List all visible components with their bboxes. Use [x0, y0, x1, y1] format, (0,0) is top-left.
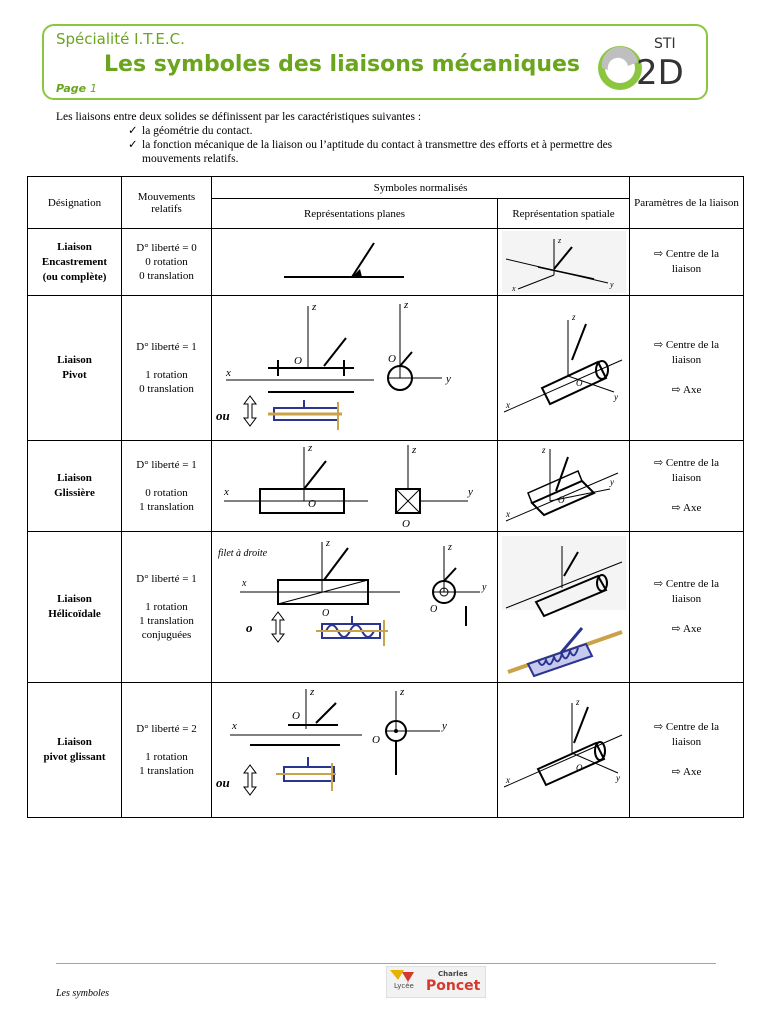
- designation-cell: Liaison Encastrement (ou complète): [28, 229, 122, 296]
- svg-text:x: x: [506, 775, 510, 785]
- svg-text:z: z: [412, 444, 417, 456]
- logo-2d-text: 2D: [636, 53, 684, 93]
- filet-label: filet à droite: [218, 548, 268, 559]
- logo-sti-text: STI: [654, 36, 676, 52]
- symbole-spatial-encastrement: [498, 229, 630, 296]
- designation-cell: Liaison Glissière: [28, 441, 122, 532]
- check-icon: ✓: [128, 139, 138, 151]
- intro-line: Les liaisons entre deux solides se définissent par les caractéristiques suivantes :: [56, 111, 422, 123]
- svg-text:z: z: [572, 312, 576, 322]
- table-row-helicoidale: [28, 532, 744, 683]
- svg-text:Lycée: Lycée: [394, 982, 414, 990]
- symbole-plan-glissiere: [212, 441, 498, 532]
- svg-text:O: O: [430, 604, 438, 615]
- svg-text:y: y: [616, 773, 620, 783]
- mouvements-cell: D° liberté = 1 0 rotation 1 translation: [122, 441, 212, 532]
- svg-text:z: z: [576, 697, 580, 707]
- designation-cell: Liaison Pivot: [28, 296, 122, 441]
- svg-text:O: O: [372, 734, 380, 746]
- svg-text:O: O: [308, 498, 316, 510]
- footer-text: Les symboles: [56, 988, 110, 999]
- svg-text:Charles: Charles: [438, 970, 468, 978]
- svg-text:x: x: [224, 486, 229, 498]
- header-symboles: Symboles normalisés: [212, 177, 630, 199]
- svg-text:ou: ou: [216, 775, 230, 790]
- svg-text:y: y: [610, 477, 614, 487]
- footer-divider: [56, 963, 716, 964]
- lycee-charles-poncet-logo: [386, 966, 486, 998]
- svg-text:O: O: [322, 608, 330, 619]
- svg-text:O: O: [388, 353, 396, 365]
- mouvements-cell: D° liberté = 1 1 rotation 0 translation: [122, 296, 212, 441]
- parametres-cell: ⇨ Centre de la liaison ⇨ Axe: [630, 296, 744, 441]
- sti2d-logo: [594, 28, 704, 96]
- svg-text:x: x: [242, 578, 247, 589]
- symbole-plan-pivot: [212, 296, 498, 441]
- svg-text:z: z: [400, 686, 405, 698]
- svg-text:O: O: [558, 495, 565, 505]
- svg-text:O: O: [402, 518, 410, 530]
- svg-text:O: O: [294, 355, 302, 367]
- bullet-fonction: ✓ la fonction mécanique de la liaison ou l’aptitude du contact à transmettre des efforts et à permettre des: [128, 139, 613, 151]
- symbole-spatial-glissiere: [498, 441, 630, 532]
- svg-text:y: y: [442, 720, 447, 732]
- svg-text:x: x: [506, 509, 510, 519]
- svg-text:z: z: [312, 301, 317, 313]
- svg-text:O: O: [292, 710, 300, 722]
- bullet-fonction-cont: mouvements relatifs.: [142, 153, 239, 165]
- svg-text:y: y: [610, 280, 614, 289]
- header-spatiale: Représentation spatiale: [498, 199, 630, 229]
- svg-text:z: z: [326, 538, 330, 549]
- table-row-pivot-glissant: [28, 683, 744, 818]
- symbole-spatial-helicoidale: [498, 532, 630, 683]
- mouvements-cell: D° liberté = 0 0 rotation 0 translation: [122, 229, 212, 296]
- svg-text:Poncet: Poncet: [426, 978, 481, 994]
- designation-cell: Liaison Hélicoïdale: [28, 532, 122, 683]
- specialite-label: Spécialité I.T.E.C.: [56, 30, 185, 48]
- symbole-plan-pivot-glissant: [212, 683, 498, 818]
- designation-cell: Liaison pivot glissant: [28, 683, 122, 818]
- parametres-cell: ⇨ Centre de la liaison: [630, 229, 744, 296]
- svg-text:z: z: [308, 442, 313, 454]
- svg-text:o: o: [246, 620, 253, 635]
- svg-text:x: x: [512, 284, 516, 293]
- table-row-encastrement: [28, 229, 744, 296]
- svg-text:y: y: [446, 373, 451, 385]
- table-row-pivot: [28, 296, 744, 441]
- intro-text: [56, 110, 716, 166]
- svg-text:z: z: [542, 445, 546, 455]
- mouvements-cell: D° liberté = 1 1 rotation 1 translation conjuguées: [122, 532, 212, 683]
- page-title: Les symboles des liaisons mécaniques: [104, 52, 581, 77]
- header-mouvements: Mouvements relatifs: [122, 177, 212, 229]
- svg-text:z: z: [404, 299, 409, 311]
- symbole-plan-helicoidale: [212, 532, 498, 683]
- table-row-glissiere: [28, 441, 744, 532]
- svg-text:z: z: [558, 236, 562, 245]
- parametres-cell: ⇨ Centre de la liaison ⇨ Axe: [630, 532, 744, 683]
- symbole-spatial-pivot: [498, 296, 630, 441]
- svg-text:x: x: [232, 720, 237, 732]
- svg-text:z: z: [310, 686, 315, 698]
- symbole-plan-encastrement: [212, 229, 498, 296]
- check-icon: ✓: [128, 125, 138, 137]
- mouvements-cell: D° liberté = 2 1 rotation 1 translation: [122, 683, 212, 818]
- page-number: Page 1: [56, 82, 97, 95]
- header-parametres: Paramètres de la liaison: [630, 177, 744, 229]
- svg-text:y: y: [468, 486, 473, 498]
- svg-text:O: O: [576, 378, 583, 388]
- parametres-cell: ⇨ Centre de la liaison ⇨ Axe: [630, 441, 744, 532]
- symbole-spatial-pivot-glissant: [498, 683, 630, 818]
- svg-text:y: y: [482, 582, 487, 593]
- svg-text:z: z: [448, 542, 452, 553]
- svg-text:x: x: [506, 400, 510, 410]
- liaisons-table: [27, 176, 744, 818]
- header-planes: Représentations planes: [212, 199, 498, 229]
- parametres-cell: ⇨ Centre de la liaison ⇨ Axe: [630, 683, 744, 818]
- bullet-geometrie: ✓ la géométrie du contact.: [128, 125, 253, 137]
- svg-text:y: y: [614, 392, 618, 402]
- header-designation: Désignation: [28, 177, 122, 229]
- svg-text:O: O: [576, 763, 583, 773]
- svg-text:x: x: [226, 367, 231, 379]
- svg-text:ou: ou: [216, 408, 230, 423]
